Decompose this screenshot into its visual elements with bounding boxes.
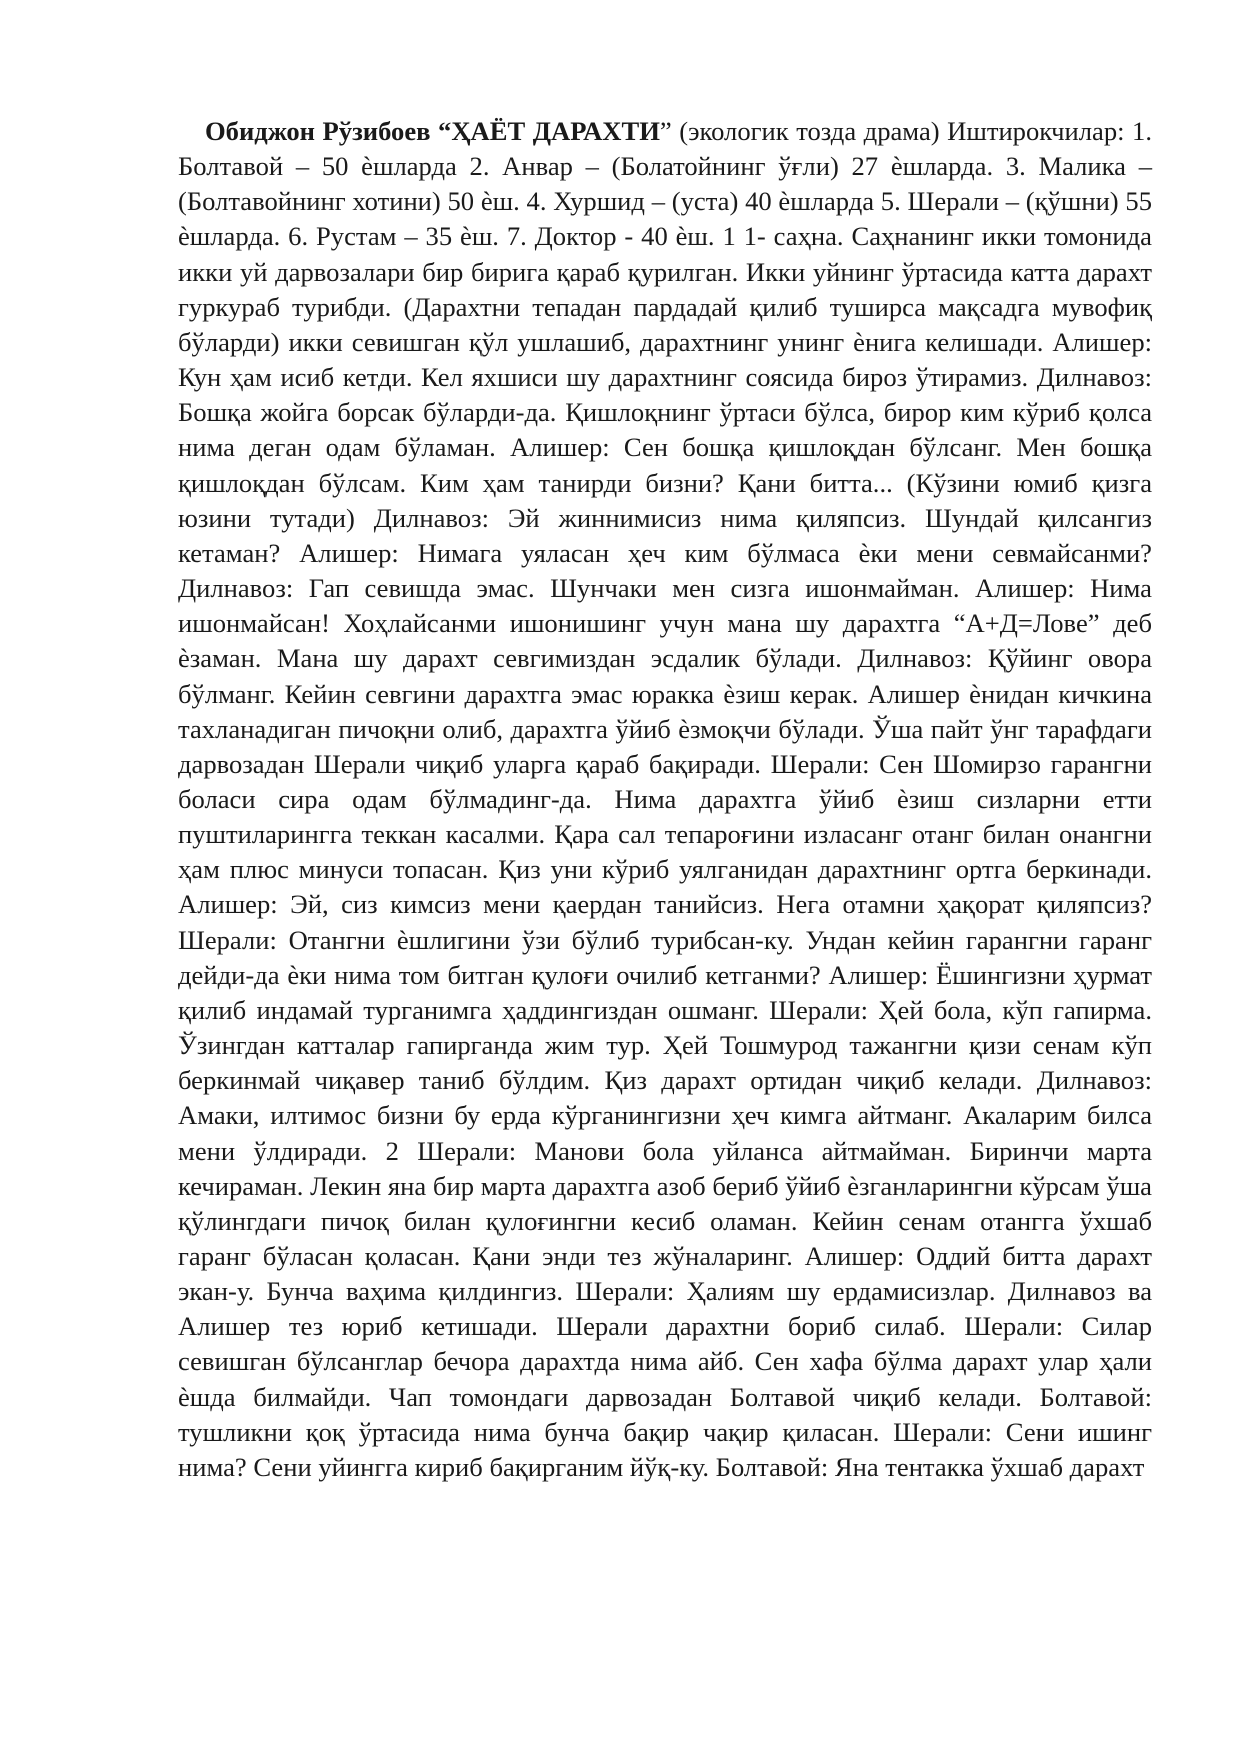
heading-quote-close: ”	[659, 116, 680, 146]
document-heading: Обиджон Рўзибоев “ҲАЁТ ДАРАХТИ	[205, 116, 660, 146]
document-text	[178, 114, 1152, 1485]
document-body: (экологик тозда драма) Иштирокчилар: 1. Болтавой – 50 ѐшларда 2. Анвар – (Болатойнинг ўғли) 27 ѐшларда. 3. Малика – (Болтавойнинг хотини) 50 ѐш. 4. Хуршид – (уста) 40 ѐшларда 5. Шерали – (қўшни) 55 ѐшларда. 6. Рустам – 35 ѐш. 7. Доктор - 40 ѐш. 1 1- саҳна. Саҳнанинг икки томонида икки уй дарвозалари бир бирига қараб қурилган. Икки уйнинг ўртасида катта дарахт гуркураб турибди. (Дарахтни тепадан пардадай қилиб туширса мақсадга мувофиқ бўларди) икки севишган қўл ушлашиб, дарахтнинг унинг ѐнига келишади. Алишер: Кун ҳам исиб кетди. Кел яхшиси шу дарахтнинг соясида бироз ўтирамиз. Дилнавоз: Бошқа жойга борсак бўларди-да. Қишлоқнинг ўртаси бўлса, бирор ким кўриб қолса нима деган одам бўламан. Алишер: Сен бошқа қишлоқдан бўлсанг. Мен бошқа қишлоқдан бўлсам. Ким ҳам танирди бизни? Қани битта... (Кўзини юмиб қизга юзини тутади) Дилнавоз: Эй жиннимисиз нима қиляпсиз. Шундай қилсангиз кетаман? Алишер: Нимага уяласан ҳеч ким бўлмаса ѐки мени севмайсанми? Дилнавоз: Гап севишда эмас. Шунчаки мен сизга ишонмайман. Алишер: Нима ишонмайсан! Хоҳлайсанми ишонишинг учун мана шу дарахтга “А+Д=Лове” деб ѐзаман. Мана шу дарахт севгимиздан эсдалик бўлади. Дилнавоз: Қўйинг овора бўлманг. Кейин севгини дарахтга эмас юракка ѐзиш керак. Алишер ѐнидан кичкина тахланадиган пичоқни олиб, дарахтга ўйиб ѐзмоқчи бўлади. Ўша пайт ўнг тарафдаги дарвозадан Шерали чиқиб уларга қараб бақиради. Шерали: Сен Шомирзо гарангни боласи сира одам бўлмадинг-да. Нима дарахтга ўйиб ѐзиш сизларни етти пуштиларингга теккан касалми. Қара сал тепароғини изласанг отанг билан онангни ҳам плюс минуси топасан. Қиз уни кўриб уялганидан дарахтнинг ортга беркинади. Алишер: Эй, сиз кимсиз мени қаердан танийсиз. Нега отамни ҳақорат қиляпсиз? Шерали: Отангни ѐшлигини ўзи бўлиб турибсан-ку. Ундан кейин гарангни гаранг дейди-да ѐки нима том битган қулоғи очилиб кетганми? Алишер: Ёшингизни ҳурмат қилиб индамай турганимга ҳаддингиздан ошманг. Шерали: Ҳей бола, кўп гапирма. Ўзингдан катталар гапирганда жим тур. Ҳей Тошмурод тажангни қизи сенам кўп беркинмай чиқавер таниб бўлдим. Қиз дарахт ортидан чиқиб келади. Дилнавоз: Амаки, илтимос бизни бу ерда кўрганингизни ҳеч кимга айтманг. Акаларим билса мени ўлдиради. 2 Шерали: Манови бола уйланса айтмайман. Биринчи марта кечираман. Лекин яна бир марта дарахтга азоб бериб ўйиб ѐзганларингни кўрсам ўша қўлингдаги пичоқ билан қулоғингни кесиб оламан. Кейин сенам отангга ўхшаб гаранг бўласан қоласан. Қани энди тез жўналаринг. Алишер: Оддий битта дарахт экан-у. Бунча ваҳима қилдингиз. Шерали: Ҳалиям шу ердамисизлар. Дилнавоз ва Алишер тез юриб кетишади. Шерали дарахтни бориб силаб. Шерали: Силар севишган бўлсанглар бечора дарахтда нима айб. Сен хафа бўлма дарахт улар ҳали ѐшда билмайди. Чап томондаги дарвозадан Болтавой чиқиб келади. Болтавой: тушликни қоқ ўртасида нима бунча бақир чақир қиласан. Шерали: Сени ишинг нима? Сени уйингга кириб бақирганим йўқ-ку. Болтавой: Яна тентакка ўхшаб дарахт	[178, 116, 1152, 1482]
